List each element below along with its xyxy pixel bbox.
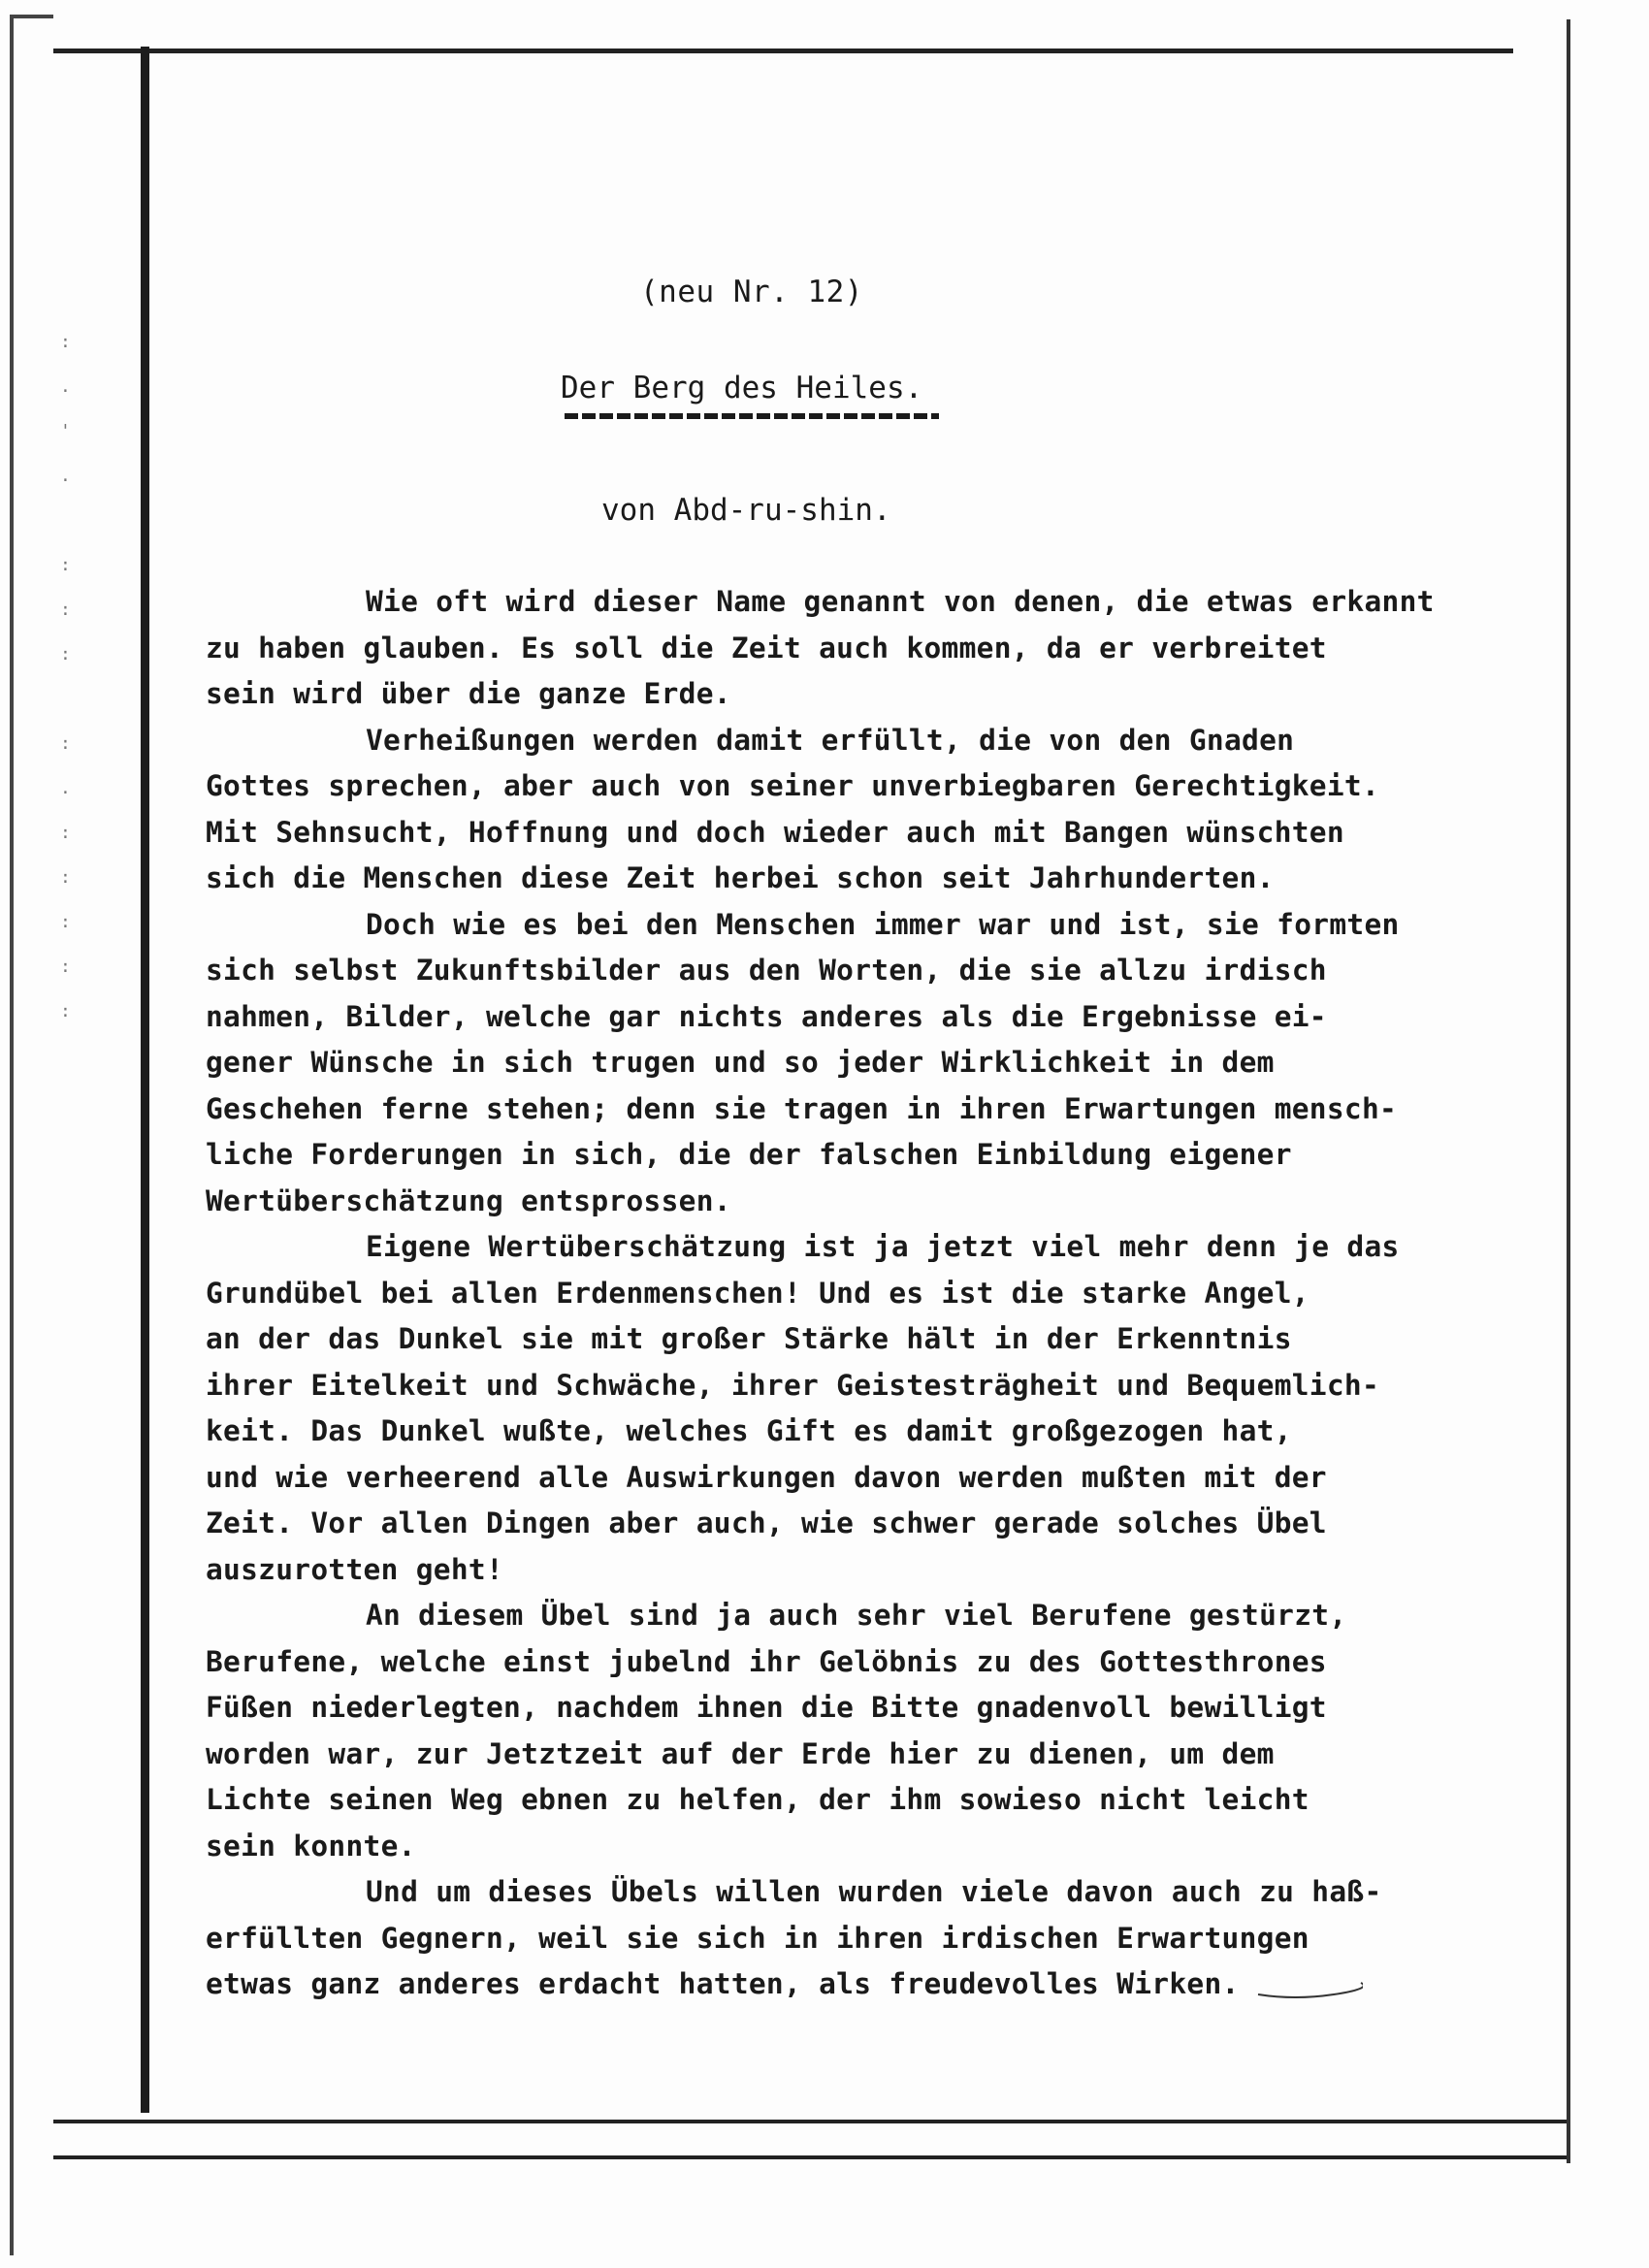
scan-border-left — [141, 47, 149, 2113]
scan-border-corner — [10, 15, 53, 18]
scan-border-right — [1567, 19, 1570, 2163]
title-underline — [565, 413, 939, 419]
paragraph: Doch wie es bei den Menschen immer war und ist, sie formten sich selbst Zukunftsbilder aus den Worten, die sie allzu irdisch nahmen, Bilder, welche gar nichts anderes als die Ergebnisse ei- gener Wünsche in sich trugen und so jeder Wirklichkeit in dem Geschehen ferne stehen; denn sie tragen in ihren Erwartungen mensch- liche Forderungen in sich, die der falschen Einbildung eigener Wertüberschätzung entsprossen. — [206, 907, 1400, 1217]
pen-scribble-mark — [1256, 1979, 1363, 2000]
scan-border-top — [53, 49, 1513, 53]
paragraph: Eigene Wertüberschätzung ist ja jetzt viel mehr denn je das Grundübel bei allen Erdenmenschen! Und es ist die starke Angel, an der das Dunkel sie mit großer Stärke hält in der Erkenntnis ihrer Eitelkeit und Schwäche, ihrer Geistesträgheit und Bequemlich- keit. Das Dunkel wußte, welches Gift es damit großgezogen hat, und wie verheerend alle Auswirkungen davon werden mußten mit der Zeit. Vor allen Dingen aber auch, wie schwer gerade solches Übel auszurotten geht! — [206, 1230, 1400, 1586]
scan-border-bottom — [53, 2120, 1567, 2123]
body-text — [206, 579, 1535, 2008]
scan-border-left-outer — [10, 15, 14, 2255]
paragraph: An diesem Übel sind ja auch sehr viel Berufene gestürzt, Berufene, welche einst jubelnd ihr Gelöbnis zu des Gottesthrones Füßen niederlegten, nachdem ihnen die Bitte gnadenvoll bewilligt worden war, zur Jetztzeit auf der Erde hier zu dienen, um dem Lichte seinen Weg ebnen zu helfen, der ihm sowieso nicht leicht sein konnte. — [206, 1599, 1347, 1863]
document-author: von Abd-ru-shin. — [601, 493, 891, 528]
margin-bleed-marks: : . ' . : : : : . : : : : : — [60, 332, 72, 1021]
paragraph: Wie oft wird dieser Name genannt von denen, die etwas erkannt zu haben glauben. Es soll die Zeit auch kommen, da er verbreitet sein wird über die ganze Erde. — [206, 585, 1435, 710]
paragraph: Und um dieses Übels willen wurden viele davon auch zu haß- erfüllten Gegnern, weil sie sich in ihren irdischen Erwartungen etwas ganz anderes erdacht hatten, als freudevolles Wirken. — [206, 1875, 1382, 2000]
document-number: (neu Nr. 12) — [640, 275, 863, 309]
scan-border-bottom-outer — [53, 2155, 1567, 2159]
paragraph: Verheißungen werden damit erfüllt, die von den Gnaden Gottes sprechen, aber auch von seiner unverbiegbaren Gerechtigkeit. Mit Sehnsucht, Hoffnung und doch wieder auch mit Bangen wünschten sich die Menschen diese Zeit herbei schon seit Jahrhunderten. — [206, 723, 1380, 894]
document-title: Der Berg des Heiles. — [561, 371, 923, 405]
